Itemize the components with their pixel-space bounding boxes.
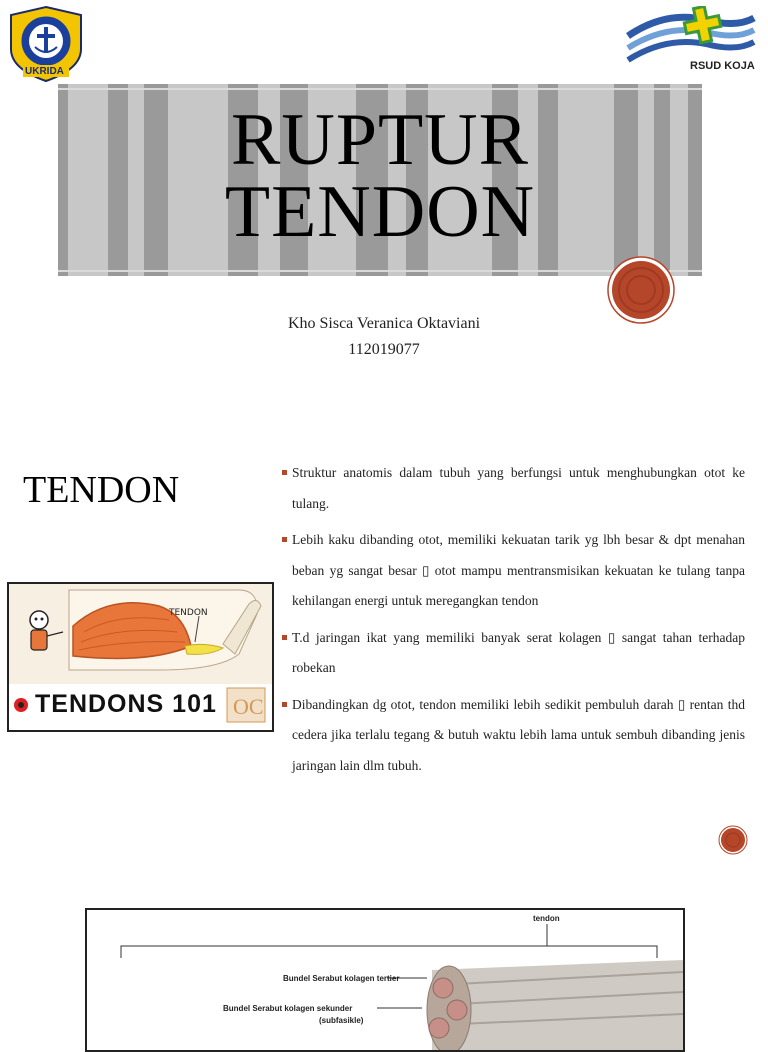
ukrida-logo-text: UKRIDA xyxy=(25,66,64,77)
list-item: Lebih kaku dibanding otot, memiliki kekuatan tarik yg lbh besar & dpt menahan beban yg sangat besar ▯ otot mampu mentransmisikan kekuatan ke tulang tanpa kehilangan energi untuk meregangkan tendon xyxy=(280,525,745,617)
author-id: 112019077 xyxy=(348,341,420,358)
tendon-structure-diagram xyxy=(85,908,685,1052)
bullet-list xyxy=(280,458,745,787)
title-banner xyxy=(58,84,702,276)
tendon-structure-slide xyxy=(0,880,768,1024)
tendon-slide xyxy=(0,434,768,874)
rsud-koja-logo-text: RSUD KOJA xyxy=(690,60,755,72)
rsud-koja-logo xyxy=(626,6,756,78)
slide-heading: TENDON xyxy=(23,469,180,511)
label-tertiary-bundle: Bundel Serabut kolagen tertier xyxy=(283,974,400,983)
label-subfascicle: (subfasikle) xyxy=(319,1016,364,1025)
decorative-circle-small xyxy=(718,825,748,855)
slide-title xyxy=(58,99,702,253)
oc-badge: OC xyxy=(233,694,264,719)
label-secondary-bundle: Bundel Serabut kolagen sekunder xyxy=(223,1004,353,1013)
list-item: Struktur anatomis dalam tubuh yang berfungsi untuk menghubungkan otot ke tulang. xyxy=(280,458,745,519)
list-item: T.d jaringan ikat yang memiliki banyak serat kolagen ▯ sangat tahan terhadap robekan xyxy=(280,623,745,684)
ukrida-logo xyxy=(5,5,87,83)
title-line-2: TENDON xyxy=(224,171,536,253)
decorative-circle xyxy=(607,256,675,324)
author-name: Kho Sisca Veranica Oktaviani xyxy=(287,315,481,332)
title-line-1: RUPTUR xyxy=(231,99,529,181)
tendons-101-caption: TENDONS 101 xyxy=(35,690,217,718)
title-slide xyxy=(0,0,768,400)
tendons-101-image xyxy=(7,582,274,732)
list-item: Dibandingkan dg otot, tendon memiliki lebih sedikit pembuluh darah ▯ rentan thd cedera jika terlalu tegang & butuh waktu lebih lama untuk sembuh dibanding jenis jaringan lain dlm tubuh. xyxy=(280,690,745,782)
label-tendon: tendon xyxy=(533,914,560,923)
tendon-label: TENDON xyxy=(169,608,208,618)
